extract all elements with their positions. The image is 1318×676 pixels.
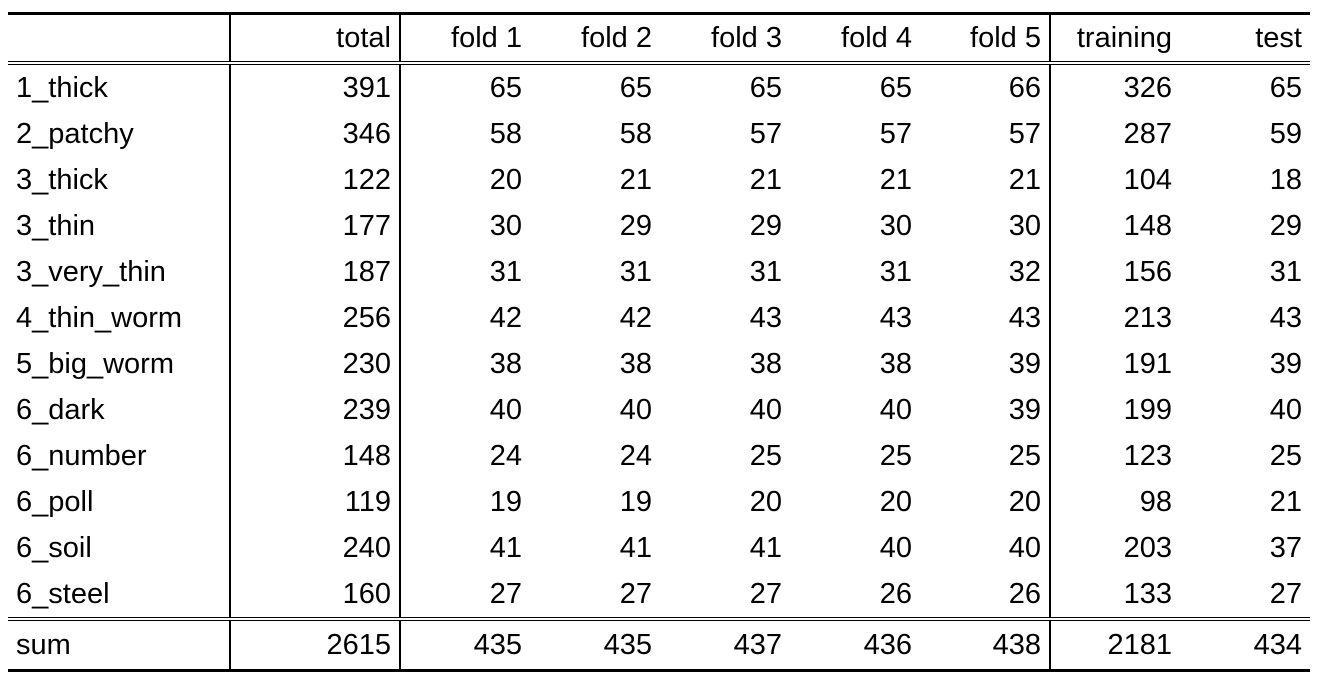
column-header-fold-2: fold 2	[530, 14, 660, 64]
cell-fold-2: 58	[619, 118, 652, 150]
sum-training: 2181	[1050, 619, 1180, 671]
cell-fold-3: 21	[749, 164, 782, 196]
cell-fold-1: 31	[489, 256, 522, 288]
cell-training: 326	[1123, 72, 1172, 104]
cell-test: 18	[1269, 164, 1302, 196]
cell-fold-3: 25	[749, 440, 782, 472]
table-row	[8, 571, 1310, 619]
table-row	[8, 433, 1310, 479]
cell-fold-1: 38	[489, 348, 522, 380]
row-label: 6_dark	[16, 394, 105, 426]
cell-fold-1: 24	[489, 440, 522, 472]
cell-fold-3: 31	[749, 256, 782, 288]
cell-training: 98	[1139, 486, 1172, 518]
cell-fold-3: 38	[749, 348, 782, 380]
cell-fold-2: 21	[619, 164, 652, 196]
table-row	[8, 203, 1310, 249]
column-header-fold-5: fold 5	[920, 14, 1050, 64]
cell-total: 256	[230, 295, 400, 341]
cell-test: 40	[1269, 394, 1302, 426]
row-label: 6_soil	[16, 532, 92, 564]
table-row	[8, 157, 1310, 203]
cell-fold-3: 20	[749, 486, 782, 518]
cell-fold-1: 20	[489, 164, 522, 196]
cell-fold-2: 27	[530, 571, 660, 619]
cell-test: 39	[1269, 348, 1302, 380]
row-label: 1_thick	[16, 72, 108, 104]
sum-fold-5: 438	[920, 619, 1050, 671]
cell-fold-1: 42	[489, 302, 522, 334]
cell-total: 187	[230, 249, 400, 295]
data-table-container	[8, 12, 1310, 672]
cell-fold-1: 19	[489, 486, 522, 518]
cell-fold-4: 65	[879, 72, 912, 104]
table-row	[8, 387, 1310, 433]
cell-training: 123	[1123, 440, 1172, 472]
row-label: 3_very_thin	[16, 256, 166, 288]
cell-fold-2: 19	[619, 486, 652, 518]
cell-fold-1: 58	[489, 118, 522, 150]
row-label: 4_thin_worm	[16, 302, 183, 334]
table-body	[8, 63, 1310, 619]
sum-label: sum	[8, 619, 230, 671]
row-label: 2_patchy	[16, 118, 134, 150]
cell-fold-3: 43	[749, 302, 782, 334]
row-label: 5_big_worm	[16, 348, 174, 380]
cell-test: 27	[1180, 571, 1310, 619]
cell-fold-3: 65	[749, 72, 782, 104]
table-header	[8, 14, 1310, 64]
cell-total: 346	[230, 111, 400, 157]
cell-fold-3: 57	[749, 118, 782, 150]
table-row	[8, 341, 1310, 387]
cell-training: 104	[1123, 164, 1172, 196]
cell-fold-4: 30	[879, 210, 912, 242]
cell-total: 391	[230, 63, 400, 111]
table-row	[8, 479, 1310, 525]
cell-fold-4: 21	[879, 164, 912, 196]
row-label: 6_poll	[16, 486, 94, 518]
cell-total: 177	[230, 203, 400, 249]
sum-fold-2: 435	[530, 619, 660, 671]
fold-split-table	[8, 12, 1310, 672]
cell-fold-2: 38	[619, 348, 652, 380]
sum-row	[8, 619, 1310, 671]
cell-training: 148	[1123, 210, 1172, 242]
cell-fold-5: 66	[920, 63, 1050, 111]
cell-total: 230	[230, 341, 400, 387]
cell-fold-3: 40	[749, 394, 782, 426]
sum-total: 2615	[230, 619, 400, 671]
column-header-fold-3: fold 3	[660, 14, 790, 64]
cell-training: 133	[1050, 571, 1180, 619]
cell-fold-5: 30	[920, 203, 1050, 249]
cell-test: 65	[1269, 72, 1302, 104]
column-header-total: total	[230, 14, 400, 64]
cell-total: 239	[230, 387, 400, 433]
cell-fold-2: 42	[619, 302, 652, 334]
cell-fold-1: 65	[489, 72, 522, 104]
row-label: 3_thin	[16, 210, 96, 242]
cell-fold-5: 39	[920, 387, 1050, 433]
cell-training: 287	[1123, 118, 1172, 150]
cell-fold-2: 24	[619, 440, 652, 472]
table-row	[8, 249, 1310, 295]
cell-fold-3: 27	[660, 571, 790, 619]
cell-test: 21	[1269, 486, 1302, 518]
sum-test: 434	[1180, 619, 1310, 671]
column-header-fold-4: fold 4	[790, 14, 920, 64]
row-label: 3_thick	[16, 164, 108, 196]
cell-fold-5: 32	[920, 249, 1050, 295]
table-footer	[8, 619, 1310, 671]
cell-fold-2: 40	[619, 394, 652, 426]
cell-fold-3: 29	[749, 210, 782, 242]
row-label: 6_number	[16, 440, 147, 472]
column-header-fold-1: fold 1	[400, 14, 530, 64]
column-header-training: training	[1050, 14, 1180, 64]
cell-test: 31	[1269, 256, 1302, 288]
cell-fold-4: 26	[790, 571, 920, 619]
cell-fold-2: 29	[619, 210, 652, 242]
cell-fold-5: 25	[920, 433, 1050, 479]
column-header-label	[8, 14, 230, 64]
cell-fold-5: 43	[920, 295, 1050, 341]
cell-fold-1: 40	[489, 394, 522, 426]
table-row	[8, 111, 1310, 157]
cell-fold-1: 41	[489, 532, 522, 564]
table-row	[8, 295, 1310, 341]
cell-fold-4: 25	[879, 440, 912, 472]
cell-fold-5: 21	[920, 157, 1050, 203]
cell-fold-4: 40	[879, 394, 912, 426]
cell-training: 213	[1123, 302, 1172, 334]
cell-total: 160	[230, 571, 400, 619]
cell-fold-5: 20	[920, 479, 1050, 525]
cell-fold-4: 43	[879, 302, 912, 334]
row-label: 6_steel	[8, 571, 230, 619]
cell-fold-2: 41	[619, 532, 652, 564]
cell-test: 37	[1269, 532, 1302, 564]
cell-training: 156	[1123, 256, 1172, 288]
cell-test: 59	[1269, 118, 1302, 150]
header-row	[8, 14, 1310, 64]
cell-fold-3: 41	[749, 532, 782, 564]
cell-fold-5: 40	[920, 525, 1050, 571]
cell-fold-4: 40	[879, 532, 912, 564]
cell-total: 119	[230, 479, 400, 525]
table-row	[8, 63, 1310, 111]
cell-fold-5: 39	[920, 341, 1050, 387]
cell-fold-2: 31	[619, 256, 652, 288]
sum-fold-3: 437	[660, 619, 790, 671]
sum-fold-1: 435	[400, 619, 530, 671]
column-header-test: test	[1180, 14, 1310, 64]
cell-fold-2: 65	[619, 72, 652, 104]
cell-fold-5: 26	[920, 571, 1050, 619]
cell-test: 29	[1269, 210, 1302, 242]
cell-training: 191	[1123, 348, 1172, 380]
cell-training: 203	[1123, 532, 1172, 564]
cell-fold-4: 20	[879, 486, 912, 518]
cell-fold-5: 57	[920, 111, 1050, 157]
cell-total: 122	[230, 157, 400, 203]
sum-fold-4: 436	[790, 619, 920, 671]
cell-total: 240	[230, 525, 400, 571]
cell-fold-1: 30	[489, 210, 522, 242]
cell-test: 25	[1269, 440, 1302, 472]
table-row	[8, 525, 1310, 571]
cell-fold-1: 27	[400, 571, 530, 619]
cell-total: 148	[230, 433, 400, 479]
cell-training: 199	[1123, 394, 1172, 426]
cell-test: 43	[1269, 302, 1302, 334]
cell-fold-4: 38	[879, 348, 912, 380]
cell-fold-4: 57	[879, 118, 912, 150]
cell-fold-4: 31	[879, 256, 912, 288]
